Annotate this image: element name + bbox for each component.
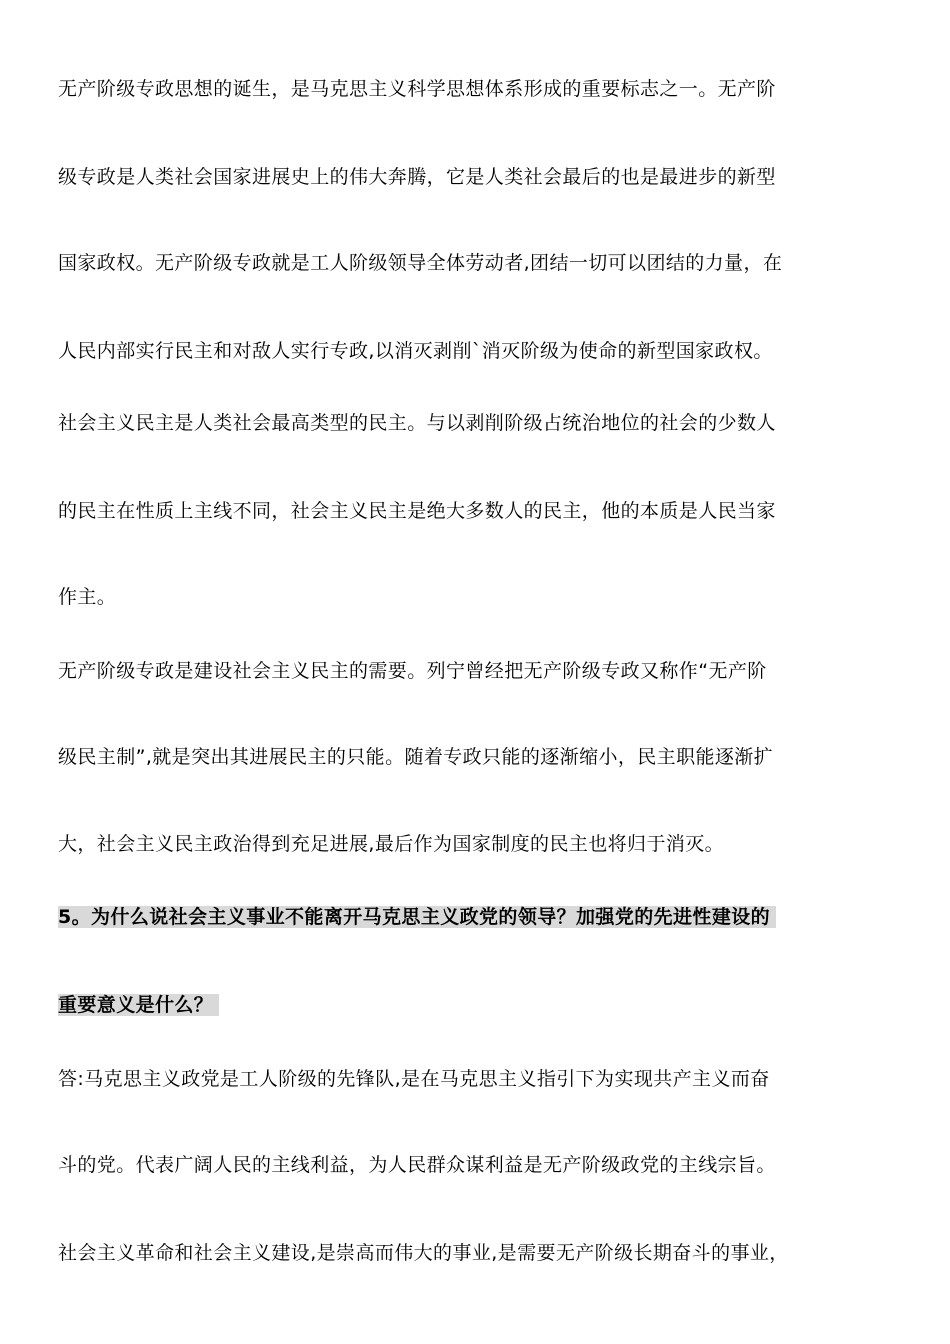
paragraph-line: 无产阶级专政思想的诞生，是马克思主义科学思想体系形成的重要标志之一。无产阶 bbox=[58, 78, 776, 100]
answer-line: 答:马克思主义政党是工人阶级的先锋队,是在马克思主义指引下为实现共产主义而奋 bbox=[58, 1068, 770, 1090]
question-heading-text: 重要意义是什么？ bbox=[58, 994, 219, 1016]
paragraph-line: 的民主在性质上主线不同，社会主义民主是绝大多数人的民主，他的本质是人民当家 bbox=[58, 500, 776, 522]
answer-line: 社会主义革命和社会主义建设,是崇高而伟大的事业,是需要无产阶级长期奋斗的事业， bbox=[58, 1242, 789, 1264]
paragraph-line: 无产阶级专政是建设社会主义民主的需要。列宁曾经把无产阶级专政又称作“无产阶 bbox=[58, 660, 767, 682]
paragraph-line: 级民主制”,就是突出其进展民主的只能。随着专政只能的逐渐缩小，民主职能逐渐扩 bbox=[58, 746, 774, 768]
paragraph-line: 级专政是人类社会国家进展史上的伟大奔腾，它是人类社会最后的也是最进步的新型 bbox=[58, 166, 776, 188]
paragraph-line: 人民内部实行民主和对敌人实行专政,以消灭剥削`消灭阶级为使命的新型国家政权。 bbox=[58, 340, 773, 362]
answer-line: 斗的党。代表广阔人民的主线利益，为人民群众谋利益是无产阶级政党的主线宗旨。 bbox=[58, 1154, 776, 1176]
paragraph-line: 社会主义民主是人类社会最高类型的民主。与以剥削阶级占统治地位的社会的少数人 bbox=[58, 412, 776, 434]
paragraph-line: 作主。 bbox=[58, 586, 117, 608]
question-heading bbox=[58, 992, 219, 1018]
paragraph-line: 国家政权。无产阶级专政就是工人阶级领导全体劳动者,团结一切可以团结的力量，在 bbox=[58, 252, 783, 274]
paragraph-line: 大，社会主义民主政治得到充足进展,最后作为国家制度的民主也将归于消灭。 bbox=[58, 833, 725, 855]
question-heading bbox=[58, 904, 776, 930]
question-heading-text: 5。为什么说社会主义事业不能离开马克思主义政党的领导？加强党的先进性建设的 bbox=[58, 906, 776, 928]
